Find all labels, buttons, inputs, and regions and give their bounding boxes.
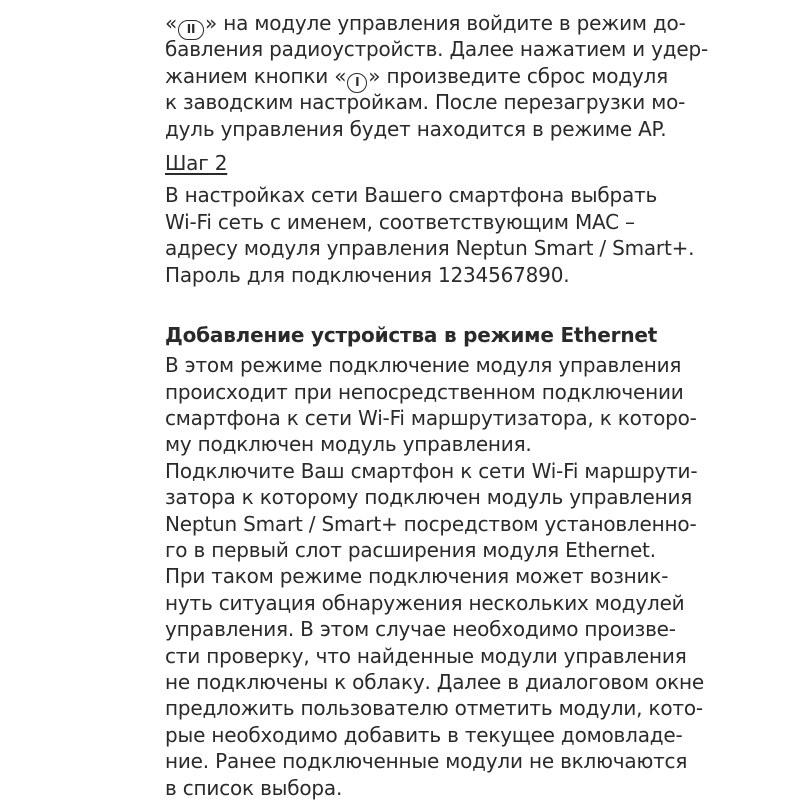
body-line: происходит при непосредственном подключении: [165, 379, 684, 404]
ethernet-section: [165, 322, 760, 801]
body-line: В этом режиме подключение модуля управления: [165, 353, 682, 378]
body-line: рые необходимо добавить в текущее домовладе-: [165, 722, 683, 747]
ethernet-body: [165, 352, 760, 801]
intro-paragraph: [165, 10, 760, 142]
body-line: го в первый слот расширения модуля Ethernet.: [165, 538, 656, 563]
body-line: управления. В этом случае необходимо произве-: [165, 617, 676, 642]
power-button-icon: I: [347, 73, 367, 93]
body-line: не подключены к облаку. Далее в диалоговом окне: [165, 669, 704, 694]
step-2-heading: Шаг 2: [165, 150, 228, 175]
intro-line: к заводским настройкам. После перезагрузки мо-: [165, 90, 686, 115]
body-line: Подключите Ваш смартфон к сети Wi-Fi маршрути-: [165, 458, 698, 483]
body-line: нуть ситуация обнаружения нескольких модулей: [165, 590, 685, 615]
body-line: в список выбора.: [165, 775, 343, 800]
intro-line: дуль управления будет находится в режиме AP.: [165, 116, 667, 141]
body-line: При таком режиме подключения может возник-: [165, 564, 669, 589]
ethernet-heading: Добавление устройства в режиме Ethernet: [165, 322, 658, 347]
body-line: смартфона к сети Wi-Fi маршрутизатора, к которо-: [165, 406, 697, 431]
intro-line: « II » на модуле управления войдите в режим до-: [165, 10, 760, 36]
pause-button-icon: II: [178, 20, 204, 40]
body-line: предложить пользователю отметить модули, кото-: [165, 696, 703, 721]
body-line: В настройках сети Вашего смартфона выбрать: [165, 183, 658, 208]
body-line: Пароль для подключения 1234567890.: [165, 262, 570, 287]
body-line: затора к которому подключен модуль управления: [165, 485, 693, 510]
step-2-section: [165, 150, 760, 288]
intro-line: жанием кнопки « I » произведите сброс модуля: [165, 63, 760, 89]
body-line: ние. Ранее подключенные модули не включаются: [165, 749, 688, 774]
step-2-body: [165, 182, 760, 288]
body-line: сти проверку, что найденные модули управления: [165, 643, 687, 668]
intro-line: бавления радиоустройств. Далее нажатием и удер-: [165, 37, 708, 62]
body-line: Wi-Fi сеть с именем, соответствующим MAC –: [165, 209, 635, 234]
body-line: адресу модуля управления Neptun Smart / Smart+.: [165, 236, 695, 261]
body-line: му подключен модуль управления.: [165, 432, 532, 457]
body-line: Neptun Smart / Smart+ посредством установленно-: [165, 511, 697, 536]
